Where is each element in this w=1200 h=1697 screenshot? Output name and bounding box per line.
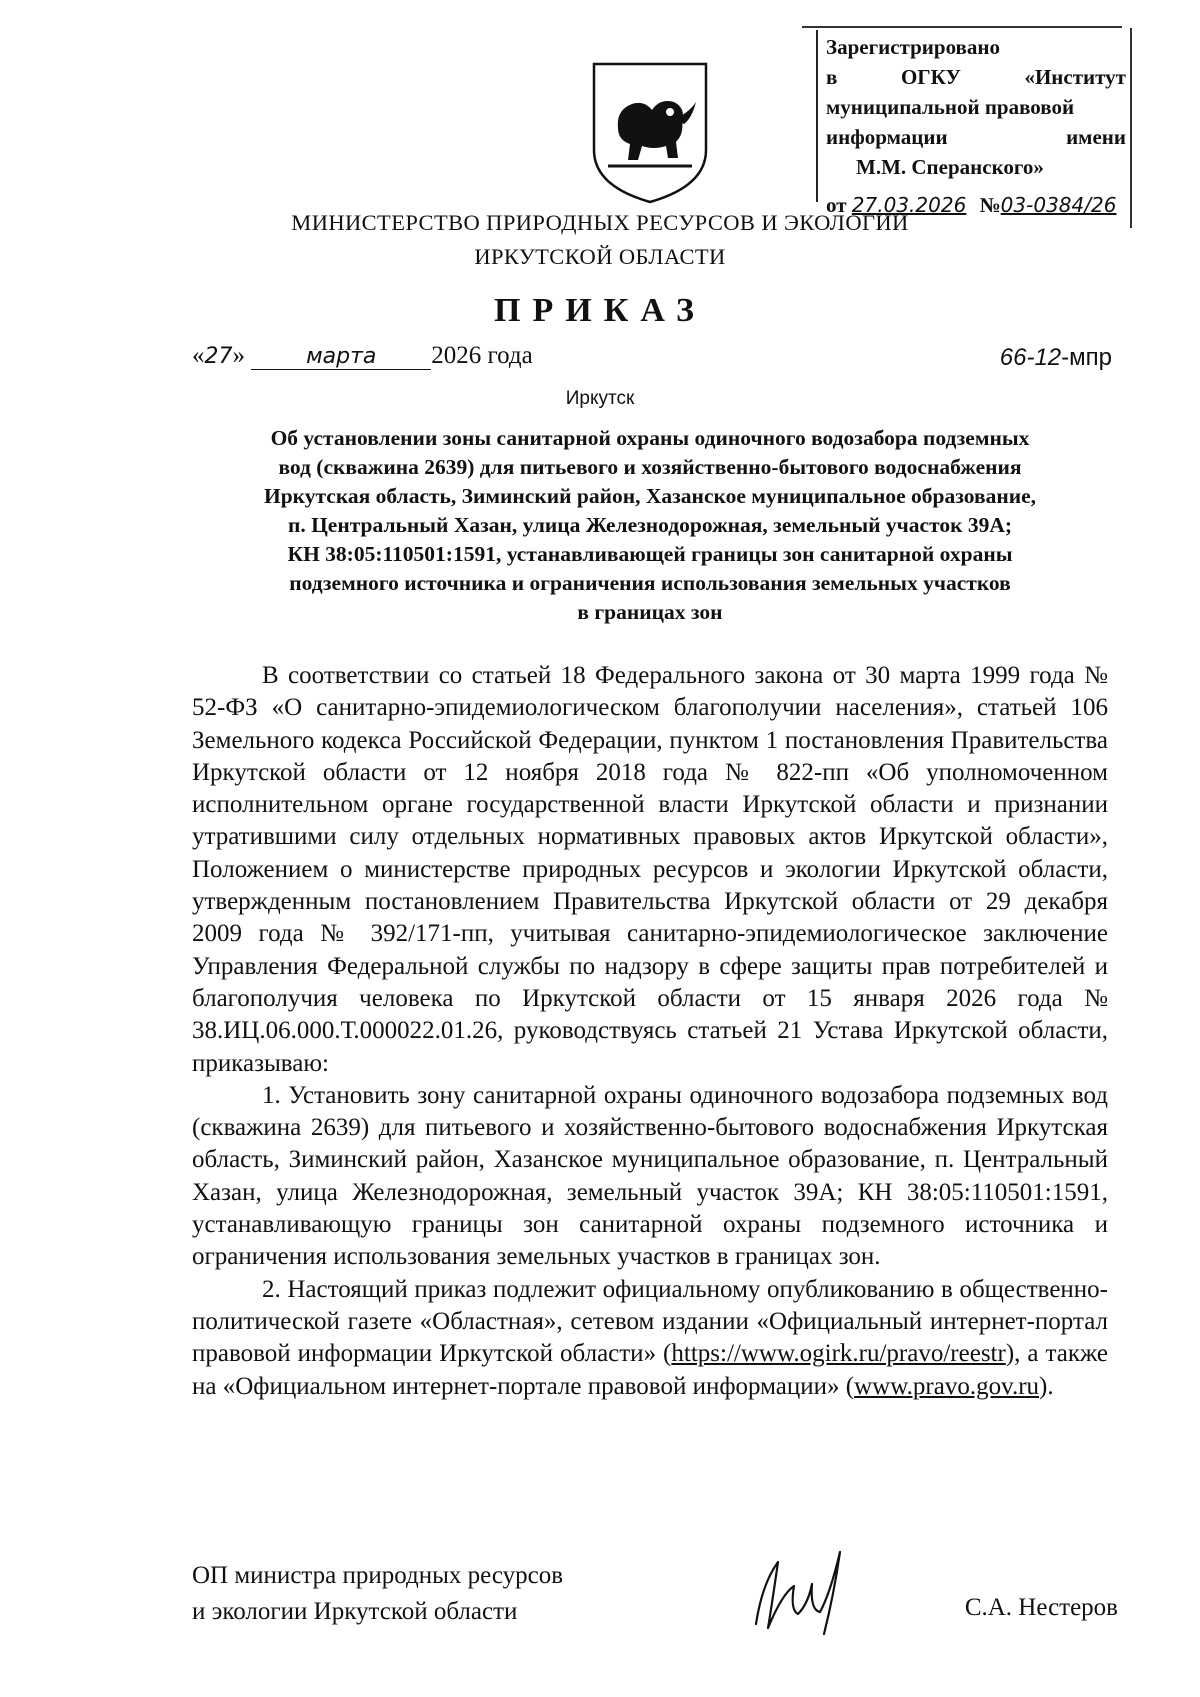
year: 2026 года — [431, 342, 533, 369]
stamp-border-right — [1130, 28, 1132, 228]
stamp-line: в ОГКУ «Институт — [826, 65, 1126, 89]
stamp-line: М.М. Сперанского» — [856, 155, 1044, 179]
stamp-line: информации имени — [826, 125, 1126, 149]
stamp-border-left — [816, 30, 818, 202]
order-title: Об установлении зоны санитарной охраны одиночного водозабора подземных вод (скважина 2639) для питьевого и хозяйственно-бытового водоснабжения Иркутская область, Зиминский район, Хазанское муниципальное образование, п. Центральный Хазан, улица Железнодорожная, земельный участок 39А; КН 38:05:110501:1591, устанавливающей границы зон санитарной охраны подземного источника и ограничения использования земельных участков в границах зон — [263, 426, 1037, 624]
preamble-paragraph: В соответствии со статьей 18 Федерального закона от 30 марта 1999 года № 52-ФЗ «О санитарно-эпидемиологическом благополучии населения», статьей 106 Земельного кодекса Российской Федерации, пунктом 1 постановления Правительства Иркутской области от 12 ноября 2018 года № 822-пп «Об уполномоченном исполнительном органе государственной власти Иркутской области и признании утратившими силу отдельных нормативных правовых актов Иркутской области», Положением о министерстве природных ресурсов и экологии Иркутской области, утвержденным постановлением Правительства Иркутской области от 29 декабря 2009 года № 392/171-пп, учитывая санитарно-эпидемиологическое заключение Управления Федеральной службы по надзору в сфере защиты прав потребителей и благополучия человека по Иркутской области от 15 января 2026 года № 38.ИЦ.06.000.Т.000022.01.26, руководствуясь статьей 21 Устава Иркутской области, приказываю: — [192, 662, 1108, 1077]
signer-position: ОП министра природных ресурсов и экологии Иркутской области — [192, 1562, 564, 1625]
coat-of-arms-icon — [588, 58, 712, 206]
order-number: 66-12-мпр — [999, 344, 1112, 371]
ogirk-link[interactable]: https://www.ogirk.ru/pravo/reestr — [671, 1340, 1006, 1368]
order-date: «27» марта 2026 года — [192, 342, 533, 369]
document-type: ПРИКАЗ — [494, 292, 706, 329]
stamp-number-handwritten: 03-0384/26 — [1000, 193, 1117, 217]
order-body — [192, 660, 1108, 1403]
stamp-line: муниципальной правовой — [826, 95, 1075, 119]
day-handwritten: 27 — [204, 344, 233, 369]
registration-stamp — [816, 22, 1134, 222]
item-1-paragraph: 1. Установить зону санитарной охраны одиночного водозабора подземных вод (скважина 2639) для питьевого и хозяйственно-бытового водоснабжения Иркутская область, Зиминский район, Хазанское муниципальное образование, п. Центральный Хазан, улица Железнодорожная, земельный участок 39А; КН 38:05:110501:1591, устанавливающую границы зон санитарной охраны подземного источника и ограничения использования земельных участков в границах зон. — [192, 1081, 1108, 1271]
city: Иркутск — [565, 388, 635, 409]
stamp-registration-date: от 27.03.2026 №03-0384/26 — [826, 193, 1117, 217]
ministry-region: ИРКУТСКОЙ ОБЛАСТИ — [474, 244, 726, 269]
stamp-date-handwritten: 27.03.2026 — [851, 193, 967, 217]
order-number-handwritten: 66-12 — [999, 344, 1062, 371]
ministry-name: МИНИСТЕРСТВО ПРИРОДНЫХ РЕСУРСОВ И ЭКОЛОГИИ — [291, 210, 909, 235]
stamp-border-top — [802, 26, 1122, 28]
month-handwritten: марта — [251, 344, 431, 370]
stamp-line: Зарегистрировано — [826, 35, 1000, 59]
signature-icon — [742, 1544, 852, 1640]
pravo-link[interactable]: www.pravo.gov.ru — [854, 1372, 1040, 1400]
item-2-paragraph: 2. Настоящий приказ подлежит официальному опубликованию в общественно-политической газете «Областная», сетевом издании «Официальный интернет-портал правовой информации Иркутской области» (https://www.ogirk.ru/pravo/reestr), а также на «Официальном интернет-портале правовой информации» (www.pravo.gov.ru). — [192, 1275, 1109, 1400]
signer-name: С.А. Нестеров — [964, 1594, 1118, 1621]
